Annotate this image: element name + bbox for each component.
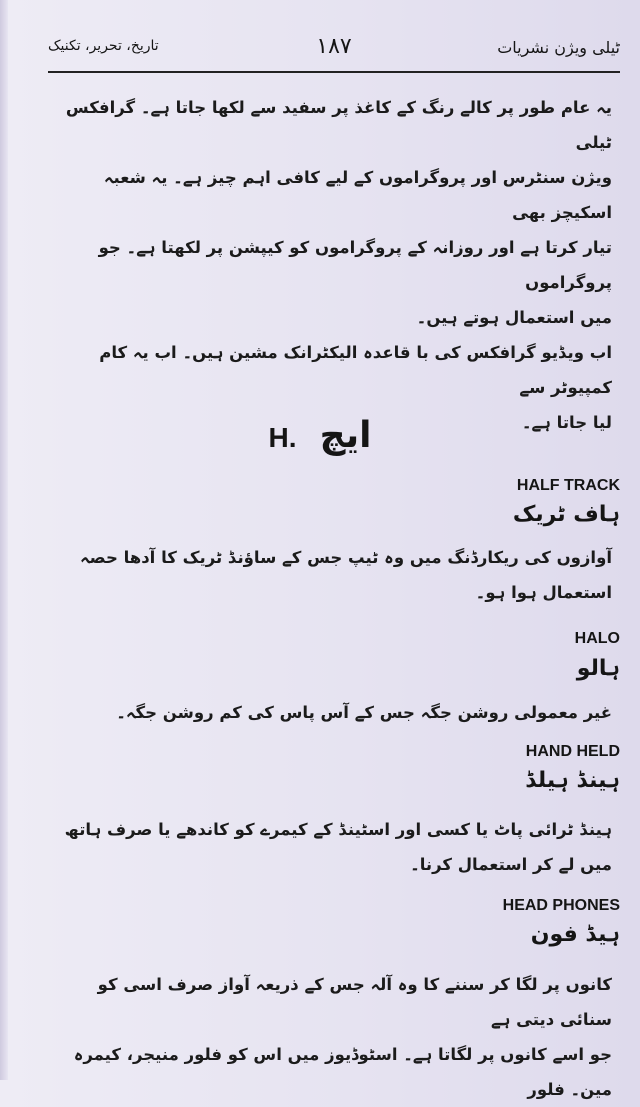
entry-term-english: HEAD PHONES [502, 897, 620, 914]
entry-term-urdu: ہیڈ فون [530, 922, 620, 947]
book-subtitle: تاریخ، تحریر، تکنیک [48, 38, 159, 54]
entry-definition [40, 695, 612, 730]
section-letter: H. [268, 422, 297, 453]
text-line: کانوں پر لگا کر سننے کا وہ آلہ جس کے ذریعہ آواز صرف اسی کو سنائی دیتی ہے [97, 975, 612, 1029]
text-line: ہینڈ ٹرائی پاٹ یا کسی اور اسٹینڈ کے کیمرے کو کاندھے یا صرف ہاتھ [64, 820, 612, 839]
intro-paragraph [40, 90, 612, 440]
text-line: تیار کرتا ہے اور روزانہ کے پروگراموں کو کیپشن پر لکھتا ہے۔ جو پروگراموں [98, 238, 612, 292]
text-line: آوازوں کی ریکارڈنگ میں وہ ٹیپ جس کے ساؤنڈ ٹریک کا آدھا حصہ [80, 548, 612, 567]
text-line: غیر معمولی روشن جگہ جس کے آس پاس کی کم روشن جگہ۔ [116, 703, 612, 722]
page-edge [0, 0, 8, 1080]
entry-term-urdu: ہینڈ ہیلڈ [525, 768, 620, 793]
entry-term-english: HAND HELD [525, 743, 620, 760]
text-line: یہ عام طور پر کالے رنگ کے کاغذ پر سفید سے لکھا جاتا ہے۔ گرافکس ٹیلی [65, 98, 612, 152]
entry-term-english: HALF TRACK [516, 477, 620, 494]
header-rule [48, 71, 620, 73]
section-letter-urdu: ایچ [319, 415, 372, 456]
text-line: لیا جاتا ہے۔ [521, 413, 612, 432]
entry-term-urdu: ہالو [576, 656, 620, 681]
section-heading [0, 415, 640, 456]
page-number: ۱۸۷ [316, 34, 352, 59]
text-line: میں استعمال ہوتے ہیں۔ [416, 308, 612, 327]
text-line: ویژن سنٹرس اور پروگراموں کے لیے کافی اہم چیز ہے۔ یہ شعبہ اسکیچز بھی [103, 168, 612, 222]
entry-term-english: HALO [574, 630, 620, 647]
text-line: استعمال ہوا ہو۔ [475, 583, 612, 602]
text-line: اب ویڈیو گرافکس کی با قاعدہ الیکٹرانک مشین ہیں۔ اب یہ کام کمپیوٹر سے [99, 343, 612, 397]
text-line: میں لے کر استعمال کرنا۔ [410, 855, 612, 874]
book-title: ٹیلی ویژن نشریات [497, 38, 620, 57]
entry-term-urdu: ہاف ٹریک [512, 502, 620, 527]
entry-definition [40, 540, 612, 610]
text-line: جو اسے کانوں پر لگاتا ہے۔ اسٹوڈیوز میں اس کو فلور منیجر، کیمرہ مین۔ فلور [73, 1045, 612, 1099]
entry-definition [40, 812, 612, 882]
entry-definition [40, 967, 612, 1107]
